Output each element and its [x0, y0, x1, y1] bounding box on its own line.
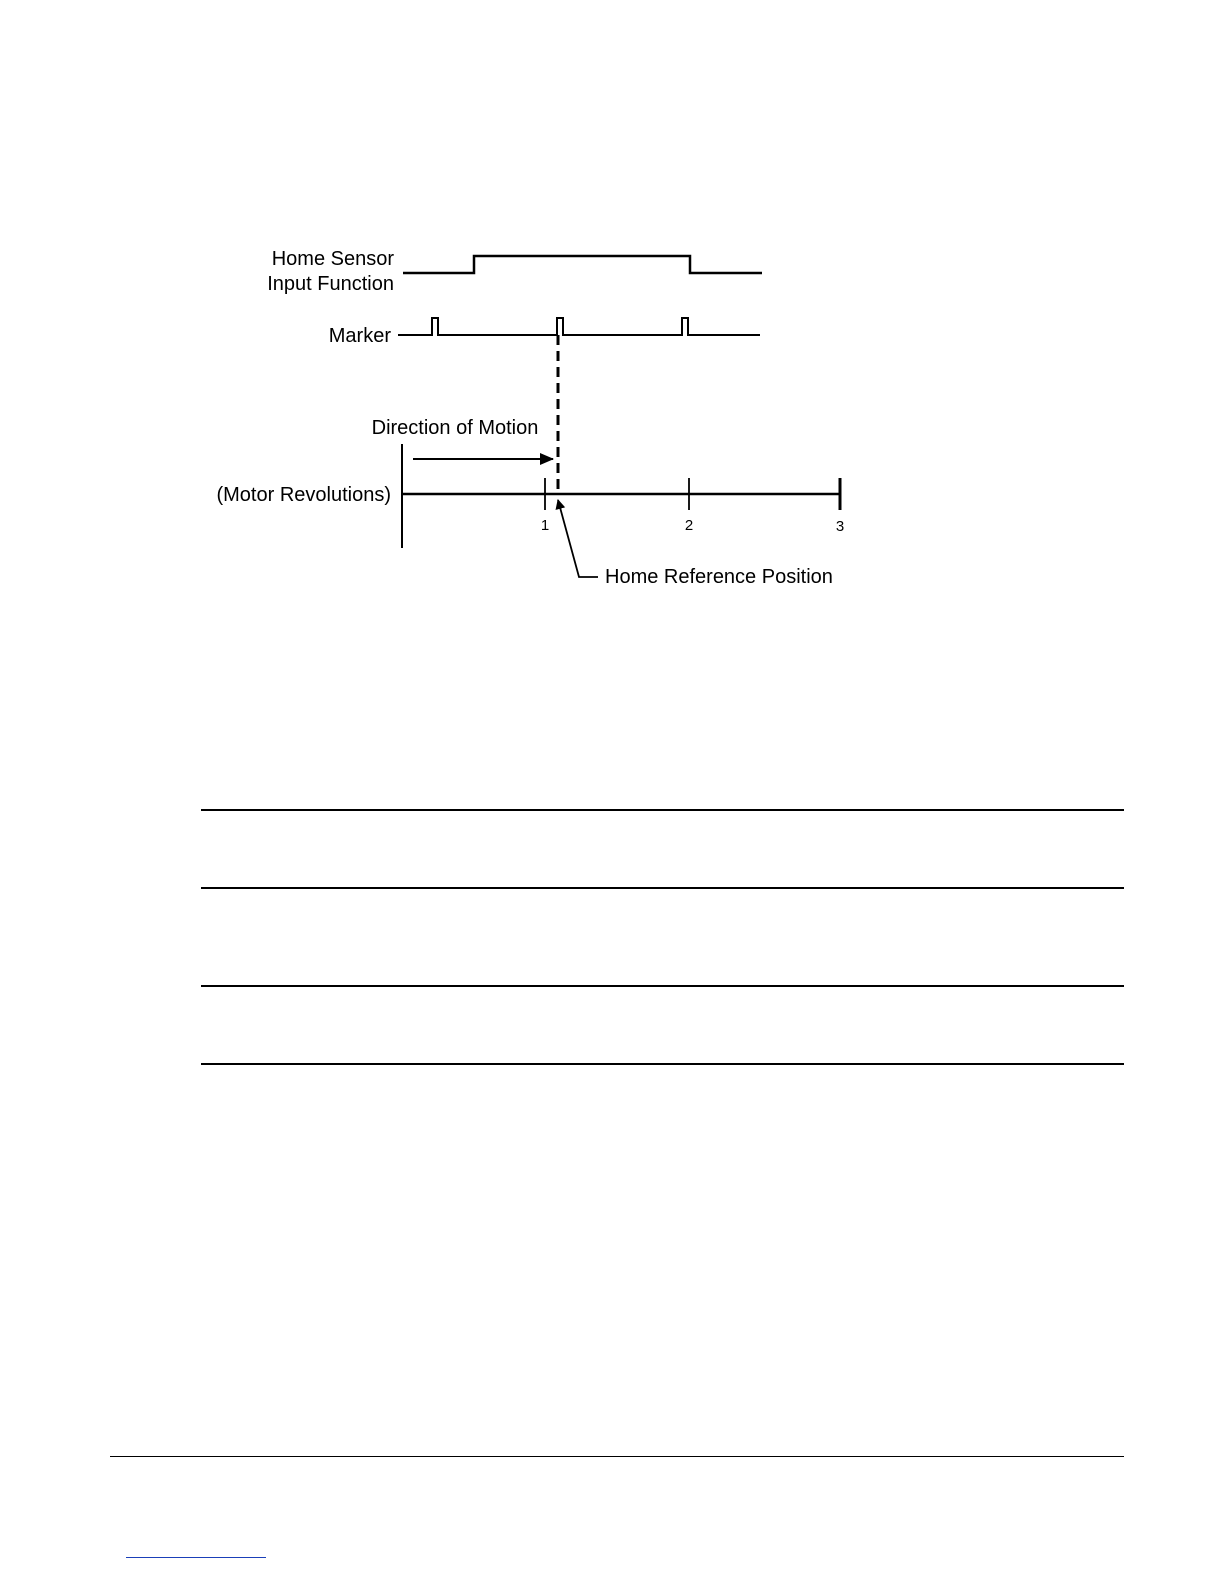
marker-label: Marker	[328, 325, 391, 347]
note-rule-2	[201, 887, 1124, 889]
home-reference-callout-line	[558, 500, 598, 577]
home-sensor-label-line1: Home Sensor	[271, 248, 394, 270]
axis-tick-label-3: 3	[835, 518, 845, 535]
home-sensor-label-line2: Input Function	[267, 273, 394, 295]
axis-label: (Motor Revolutions)	[216, 484, 391, 506]
footer-link-underline[interactable]	[126, 1557, 266, 1558]
note-rule-4	[201, 1063, 1124, 1065]
home-sensor-waveform	[403, 256, 762, 273]
marker-waveform	[398, 318, 760, 335]
axis-tick-label-2: 2	[684, 517, 694, 534]
footer-rule	[110, 1456, 1124, 1457]
note-rule-1	[201, 809, 1124, 811]
home-reference-label: Home Reference Position	[605, 566, 833, 588]
direction-label: Direction of Motion	[371, 417, 539, 439]
axis-tick-label-1: 1	[540, 517, 550, 534]
note-rule-3	[201, 985, 1124, 987]
